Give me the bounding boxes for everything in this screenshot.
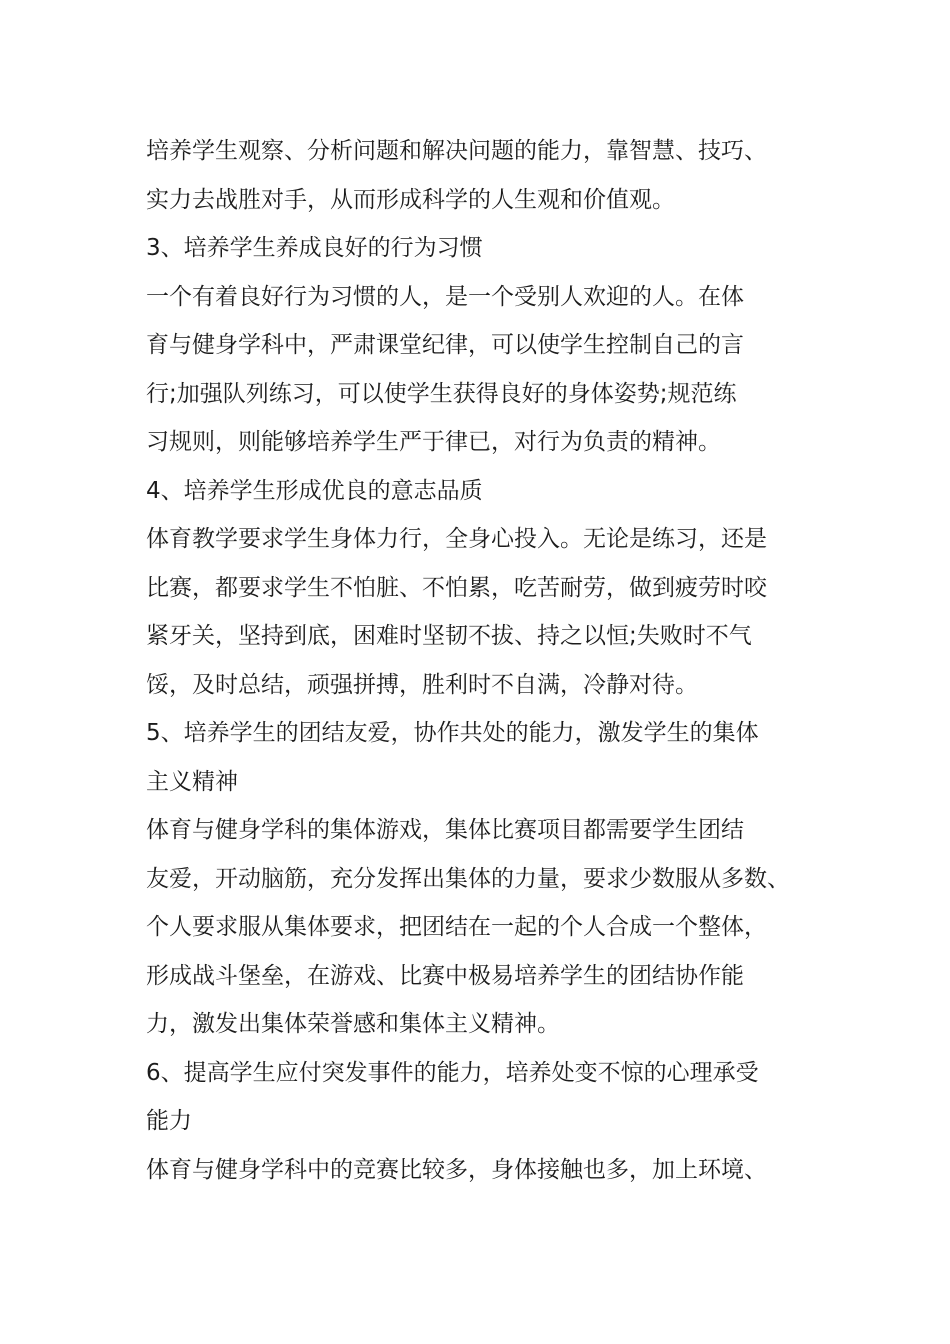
section-heading: 3、培养学生养成良好的行为习惯: [146, 235, 483, 261]
text-line: 行;加强队列练习，可以使学生获得良好的身体姿势;规范练: [146, 380, 737, 407]
section-heading: 6、提高学生应付突发事件的能力，培养处变不惊的心理承受: [146, 1059, 759, 1086]
text-line: 形成战斗堡垒，在游戏、比赛中极易培养学生的团结协作能: [146, 962, 744, 989]
text-line: 紧牙关，坚持到底，困难时坚韧不拔、持之以恒;失败时不气: [146, 623, 752, 649]
document-body: [146, 127, 826, 1194]
text-line: 馁，及时总结，顽强拼搏，胜利时不自满，冷静对待。: [146, 671, 698, 698]
text-line: 力，激发出集体荣誉感和集体主义精神。: [146, 1011, 560, 1037]
section-heading: 主义精神: [146, 768, 238, 795]
text-line: 一个有着良好行为习惯的人，是一个受别人欢迎的人。在体: [146, 283, 744, 310]
text-line: 友爱，开动脑筋，充分发挥出集体的力量，要求少数服从多数、: [146, 865, 790, 892]
text-line: 体育与健身学科的集体游戏，集体比赛项目都需要学生团结: [146, 817, 744, 843]
section-heading: 5、培养学生的团结友爱，协作共处的能力，激发学生的集体: [146, 720, 759, 746]
text-line: 培养学生观察、分析问题和解决问题的能力，靠智慧、技巧、: [146, 138, 767, 164]
text-line: 习规则，则能够培养学生严于律已，对行为负责的精神。: [146, 429, 721, 455]
text-line: 体育与健身学科中的竞赛比较多，身体接触也多，加上环境、: [146, 1156, 767, 1183]
text-line: 个人要求服从集体要求，把团结在一起的个人合成一个整体，: [146, 914, 767, 940]
text-line: 实力去战胜对手，从而形成科学的人生观和价值观。: [146, 186, 675, 213]
text-line: 体育教学要求学生身体力行，全身心投入。无论是练习，还是: [146, 526, 767, 552]
text-line: 比赛，都要求学生不怕脏、不怕累，吃苦耐劳，做到疲劳时咬: [146, 574, 767, 601]
section-heading: 能力: [146, 1108, 192, 1134]
text-line: 育与健身学科中，严肃课堂纪律，可以使学生控制自己的言: [146, 332, 744, 358]
section-heading: 4、培养学生形成优良的意志品质: [146, 477, 483, 504]
